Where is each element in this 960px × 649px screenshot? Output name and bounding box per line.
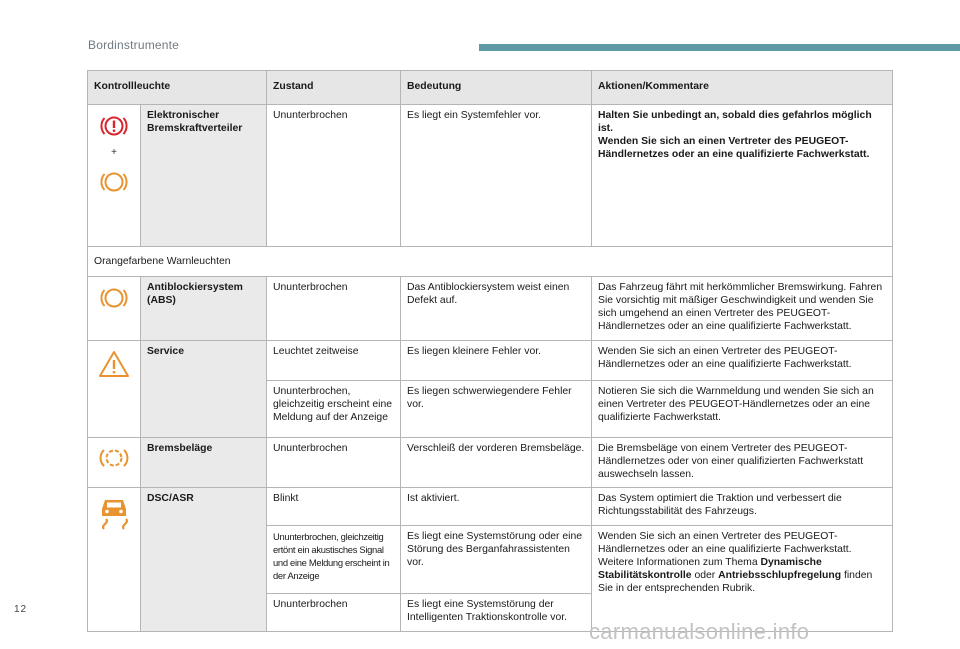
warning-light-name: Service: [141, 341, 267, 438]
table-row: [88, 341, 893, 381]
icon-cell: [88, 438, 141, 488]
action-text: Wenden Sie sich an einen Vertreter des PEUGEOT-Händlernetzes oder an eine qualifizierte Fachwerkstatt. Weitere Informationen zum Thema: [598, 531, 852, 568]
abs-icon: [90, 169, 138, 195]
warning-triangle-icon: [90, 349, 138, 379]
state-cell: Ununterbrochen: [267, 105, 401, 247]
page-number: 12: [14, 604, 28, 615]
state-cell: Ununterbrochen: [267, 438, 401, 488]
warning-light-name: Elektronischer Bremskraftverteiler: [141, 105, 267, 247]
section-row: [88, 247, 893, 277]
section-heading-orange: Orangefarbene Warnleuchten: [88, 247, 893, 277]
header-accent-bar: [479, 44, 960, 51]
state-cell: Ununterbrochen, gleichzeitig erscheint eine Meldung auf der Anzeige: [267, 381, 401, 438]
action-cell: Das Fahrzeug fährt mit herkömmlicher Bremswirkung. Fahren Sie vorsichtig mit mäßiger Geschwindigkeit und wenden Sie sich umgehend an einen Vertreter des PEUGEOT-Händlernetzes oder an eine qualifizierte Fachwerkstatt.: [592, 277, 893, 341]
table-row: [88, 105, 893, 247]
icon-cell: [88, 277, 141, 341]
state-cell: Ununterbrochen, gleichzeitig ertönt ein akustisches Signal und eine Meldung erscheint in der Anzeige: [267, 526, 401, 594]
column-header-state: Zustand: [267, 71, 401, 105]
state-cell: Ununterbrochen: [267, 594, 401, 632]
action-topic-asr: Antriebsschlupfregelung: [718, 570, 842, 581]
state-cell: Leuchtet zeitweise: [267, 341, 401, 381]
meaning-cell: Das Antiblockiersystem weist einen Defekt auf.: [401, 277, 592, 341]
table-row: [88, 488, 893, 526]
warning-light-name: Bremsbeläge: [141, 438, 267, 488]
action-text-stop: Halten Sie unbedingt an, sobald dies gefahrlos möglich ist.: [598, 110, 872, 134]
action-cell: Das System optimiert die Traktion und verbessert die Richtungsstabilität des Fahrzeugs.: [592, 488, 893, 526]
brake-pads-icon: [90, 446, 138, 470]
table-row: [88, 438, 893, 488]
skidding-car-icon: [90, 496, 138, 530]
action-text-or: oder: [694, 570, 716, 581]
icon-cell: [88, 341, 141, 438]
table-row: [88, 277, 893, 341]
meaning-cell: Es liegen schwerwiegendere Fehler vor.: [401, 381, 592, 438]
warning-light-name: DSC/ASR: [141, 488, 267, 632]
warning-light-name: Antiblockiersystem (ABS): [141, 277, 267, 341]
action-cell: [592, 526, 893, 632]
state-cell: Ununterbrochen: [267, 277, 401, 341]
column-header-meaning: Bedeutung: [401, 71, 592, 105]
action-cell: Die Bremsbeläge von einem Vertreter des PEUGEOT-Händlernetzes oder von einer qualifizierten Fachwerkstatt auswechseln lassen.: [592, 438, 893, 488]
action-cell: Notieren Sie sich die Warnmeldung und wenden Sie sich an einen Vertreter des PEUGEOT-Händlernetzes oder an eine qualifizierte Fachwerkstatt.: [592, 381, 893, 438]
column-header-warning-light: Kontrollleuchte: [88, 71, 267, 105]
action-cell: [592, 105, 893, 247]
section-title: Bordinstrumente: [88, 38, 180, 52]
meaning-cell: Verschleiß der vorderen Bremsbeläge.: [401, 438, 592, 488]
table-header-row: [88, 71, 893, 105]
plus-sign: +: [111, 147, 117, 158]
icon-cell: [88, 488, 141, 632]
column-header-actions: Aktionen/Kommentare: [592, 71, 893, 105]
warning-lights-table: [87, 70, 893, 632]
brake-warning-icon: [90, 113, 138, 139]
meaning-cell: Es liegt eine Systemstörung oder eine Störung des Berganfahrassistenten vor.: [401, 526, 592, 594]
action-cell: Wenden Sie sich an einen Vertreter des PEUGEOT-Händlernetzes oder an eine qualifizierte Fachwerkstatt.: [592, 341, 893, 381]
watermark: carmanualsonline.info: [589, 619, 810, 644]
action-text-end: finden Sie in der entsprechenden Rubrik.: [598, 570, 873, 594]
action-text-contact: Wenden Sie sich an einen Vertreter des PEUGEOT-Händlernetzes oder an eine qualifizierte Fachwerkstatt.: [598, 136, 870, 160]
meaning-cell: Es liegt ein Systemfehler vor.: [401, 105, 592, 247]
abs-icon: [90, 285, 138, 311]
meaning-cell: Ist aktiviert.: [401, 488, 592, 526]
meaning-cell: Es liegt eine Systemstörung der Intelligenten Traktionskontrolle vor.: [401, 594, 592, 632]
state-cell: Blinkt: [267, 488, 401, 526]
action-topic-dsc: Dynamische Stabilitätskontrolle: [598, 557, 822, 581]
icon-cell: [88, 105, 141, 247]
meaning-cell: Es liegen kleinere Fehler vor.: [401, 341, 592, 381]
